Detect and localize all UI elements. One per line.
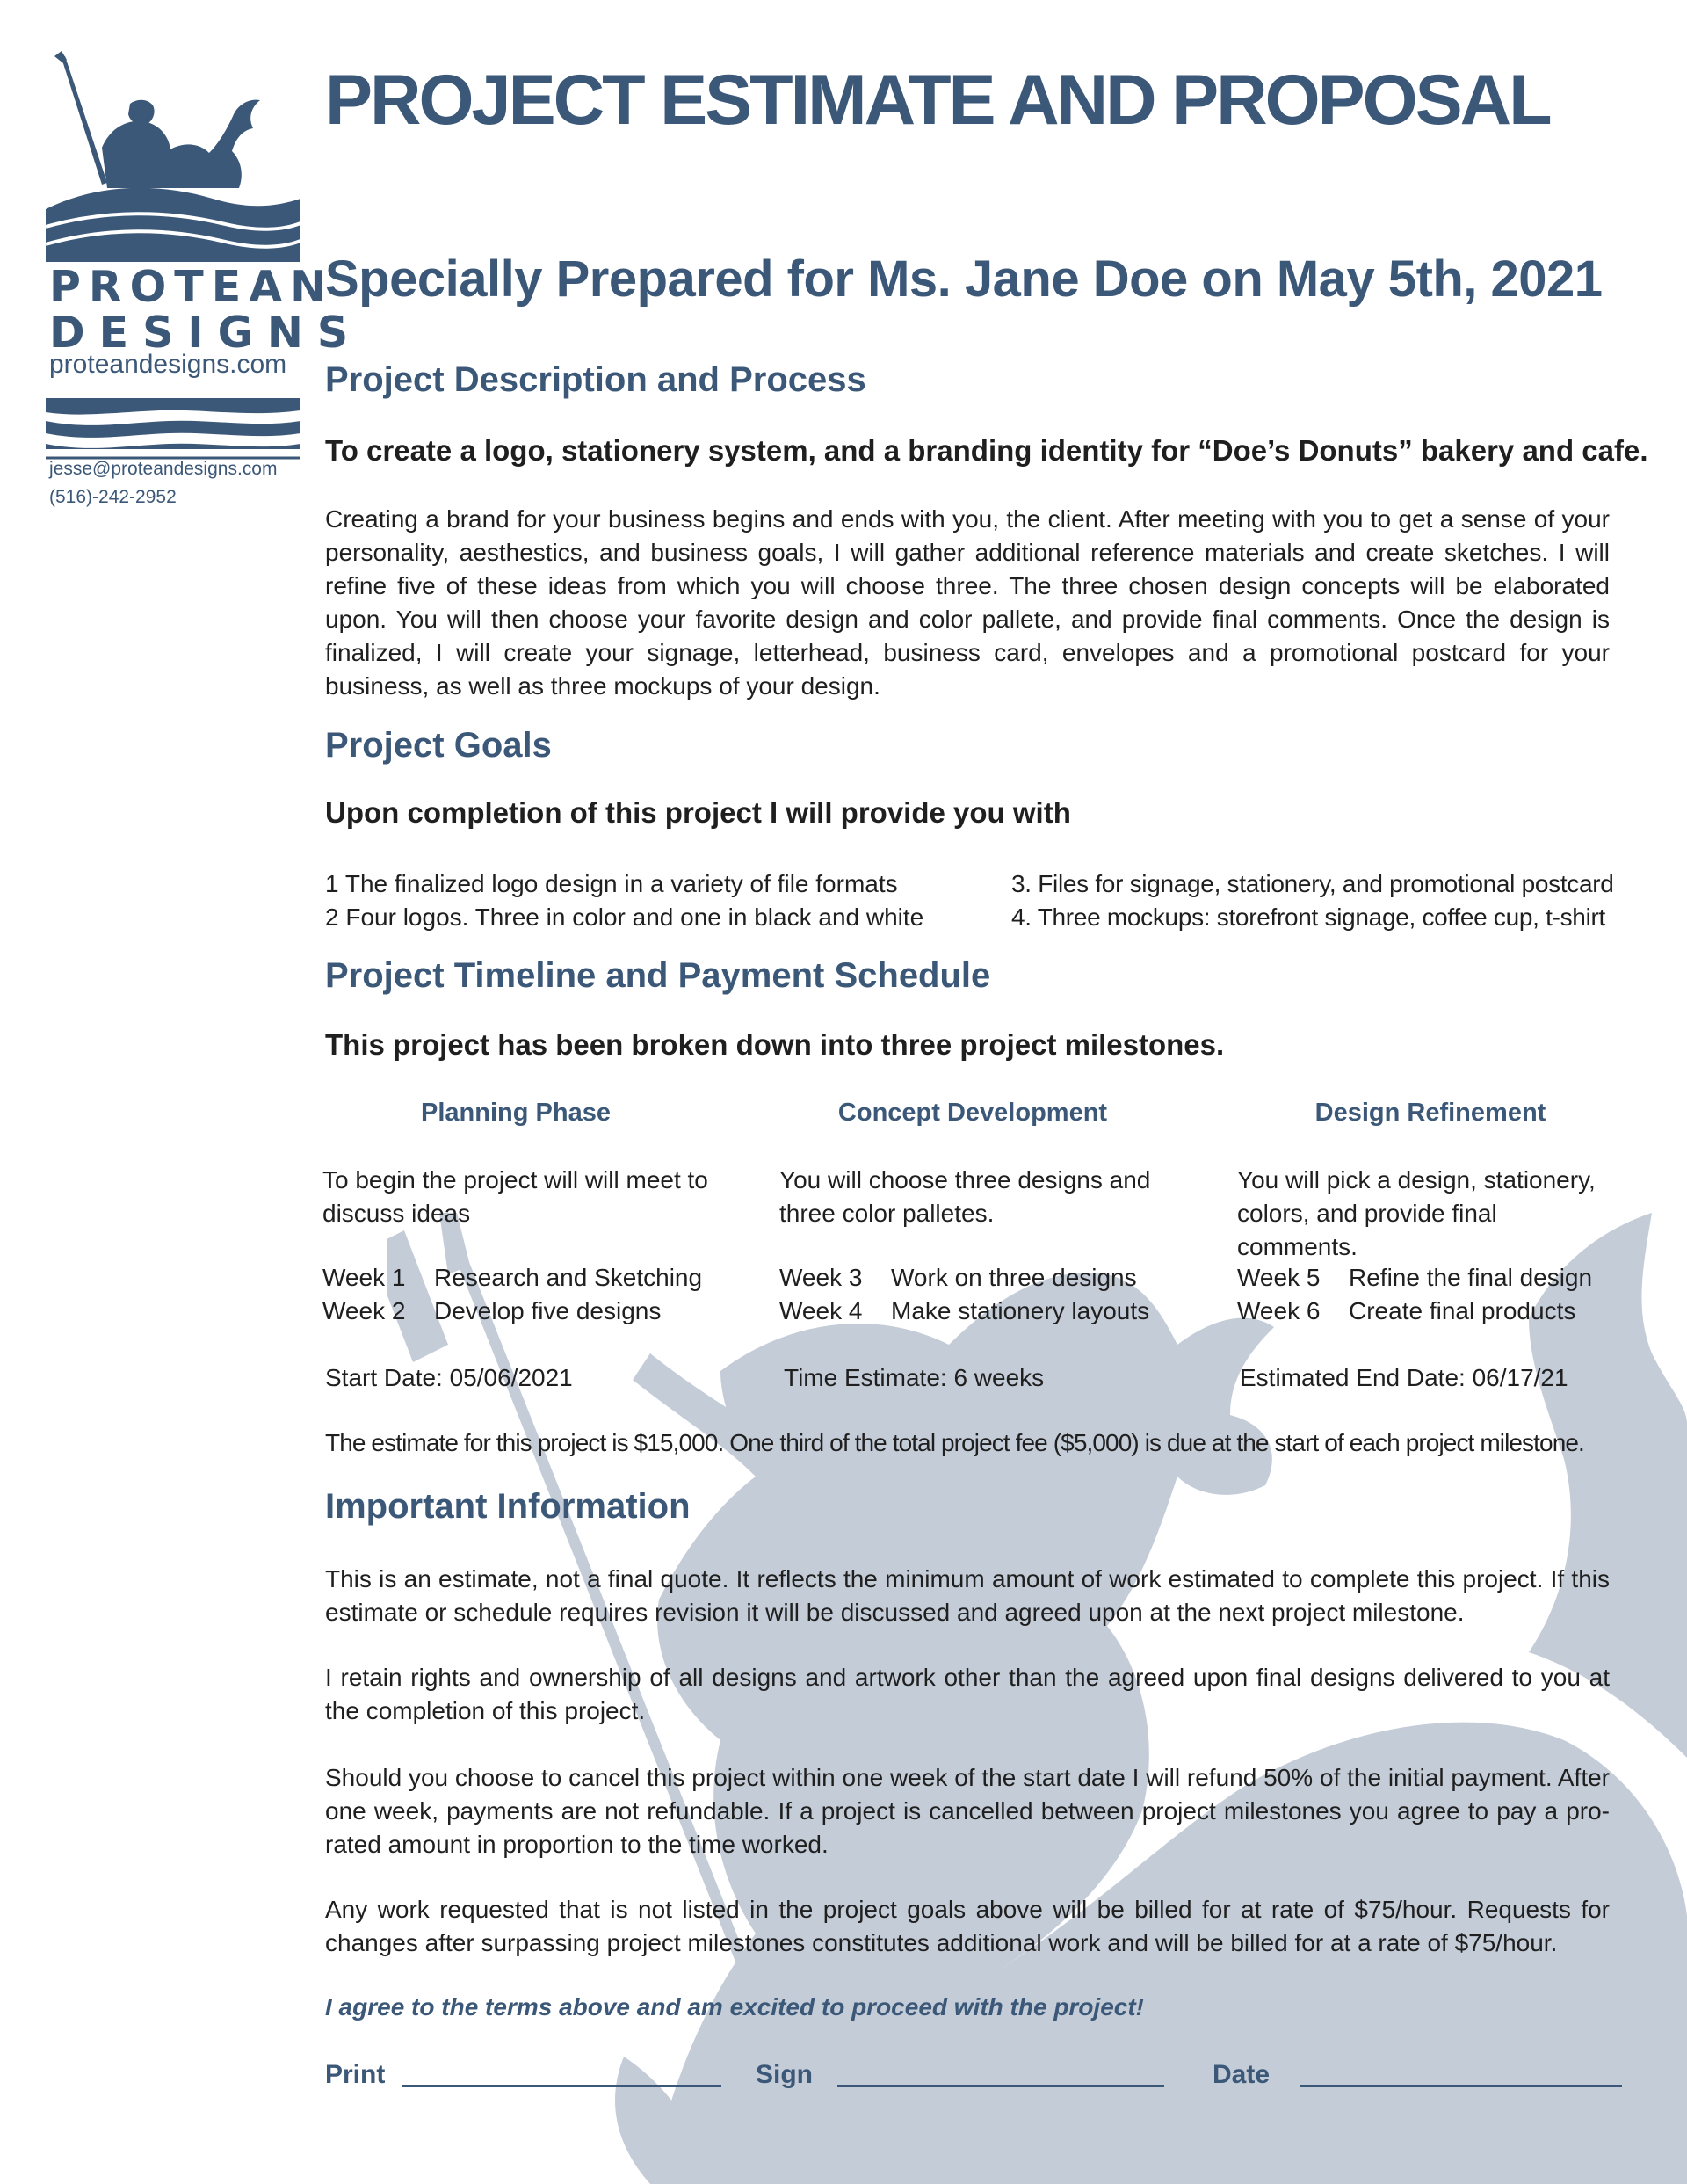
important-paragraph: I retain rights and ownership of all designs and artwork other than the agreed upon final designs delivered to you at the completion of this project. <box>325 1664 1610 1724</box>
week-label: Week 4 <box>779 1297 863 1324</box>
document-subtitle: Specially Prepared for Ms. Jane Doe on May 5th, 2021 <box>325 250 1603 308</box>
week-label: Week 2 <box>322 1297 406 1324</box>
week-row <box>322 1264 702 1292</box>
goal-item: 2 Four logos. Three in color and one in black and white <box>325 903 924 931</box>
contact-email[interactable]: jesse@proteandesigns.com <box>49 459 278 479</box>
start-date: Start Date: 05/06/2021 <box>325 1364 573 1391</box>
date-field[interactable] <box>1300 2085 1622 2087</box>
document-title: PROJECT ESTIMATE AND PROPOSAL <box>325 61 1550 140</box>
section-heading-timeline: Project Timeline and Payment Schedule <box>325 956 991 995</box>
signature-field[interactable] <box>837 2085 1164 2087</box>
section-heading-important: Important Information <box>325 1487 691 1526</box>
milestone-concept <box>779 1099 1166 1391</box>
milestone-title: Planning Phase <box>421 1099 611 1127</box>
week-label: Week 5 <box>1237 1264 1321 1291</box>
milestone-description: To begin the project will will meet to discuss ideas <box>322 1166 708 1227</box>
week-label: Week 3 <box>779 1264 863 1291</box>
milestone-description: You will choose three designs and three color palletes. <box>779 1166 1151 1227</box>
week-task: Work on three designs <box>891 1264 1137 1291</box>
description-body: Creating a brand for your business begins and ends with you, the client. After meeting with you to get a sense of your personality, aesthestics, and business goals, I will gather additional reference materials and create sketches. I will refine five of these ideas from which you will choose three. The three chosen design concepts will be elaborated upon. You will then choose your favorite design and color pallete, and provide final comments. Once the design is finalized, I will create your signage, letterhead, business card, envelopes and a promotional postcard for your business, as well as three mockups of your design. <box>325 505 1610 700</box>
fee-note: The estimate for this project is $15,000. One third of the total project fee ($5,000) is due at the start of each project milestone. <box>325 1429 1584 1456</box>
week-task: Research and Sketching <box>434 1264 703 1291</box>
contact-phone[interactable]: (516)-242-2952 <box>49 487 177 507</box>
week-task: Refine the final design <box>1349 1264 1593 1291</box>
milestone-title: Concept Development <box>837 1099 1108 1127</box>
brand-name-line1: PROTEAN <box>49 262 335 312</box>
week-row <box>1237 1297 1575 1325</box>
milestone-planning <box>322 1099 709 1391</box>
important-paragraph: This is an estimate, not a final quote. It reflects the minimum amount of work estimated to complete this project. If this estimate or schedule requires revision it will be discussed and agreed upon at the next project milestone. <box>325 1565 1610 1626</box>
week-task: Create final products <box>1349 1297 1576 1324</box>
milestone-description: You will pick a design, stationery, colors, and provide final comments. <box>1237 1166 1596 1260</box>
goal-item: 1 The finalized logo design in a variety of file formats <box>325 870 898 897</box>
week-row <box>322 1297 661 1325</box>
week-task: Develop five designs <box>434 1297 662 1324</box>
section-heading-description: Project Description and Process <box>325 360 866 399</box>
milestone-title: Design Refinement <box>1314 1099 1546 1127</box>
agreement-statement: I agree to the terms above and am excited to proceed with the project! <box>325 1993 1144 2021</box>
week-task: Make stationery layouts <box>891 1297 1150 1324</box>
date-label: Date <box>1213 2060 1271 2089</box>
time-estimate: Time Estimate: 6 weeks <box>784 1364 1045 1391</box>
description-lead: To create a logo, stationery system, and a branding identity for “Doe’s Donuts” bakery and cafe. <box>325 434 1648 467</box>
protean-logo-icon <box>46 51 300 262</box>
week-row <box>779 1297 1149 1325</box>
brand-name-line2: DESIGNS <box>49 308 363 358</box>
print-label: Print <box>325 2060 386 2089</box>
week-label: Week 1 <box>322 1264 406 1291</box>
print-name-field[interactable] <box>402 2085 721 2087</box>
week-row <box>1237 1264 1592 1292</box>
goal-item: 4. Three mockups: storefront signage, coffee cup, t-shirt <box>1011 903 1605 931</box>
important-paragraph: Any work requested that is not listed in the project goals above will be billed for at rate of $75/hour. Requests for changes after surpassing project milestones constitutes additional work and will be billed for at a rate of $75/hour. <box>325 1896 1610 1956</box>
week-label: Week 6 <box>1237 1297 1321 1324</box>
section-heading-goals: Project Goals <box>325 726 552 765</box>
goal-item: 3. Files for signage, stationery, and promotional postcard <box>1011 870 1614 897</box>
milestone-refinement <box>1237 1099 1624 1391</box>
brand-website[interactable]: proteandesigns.com <box>49 350 287 379</box>
sign-label: Sign <box>756 2060 813 2089</box>
timeline-lead: This project has been broken down into three project milestones. <box>325 1028 1225 1061</box>
important-paragraph: Should you choose to cancel this project within one week of the start date I will refund 50% of the initial payment. After one week, payments are not refundable. If a project is cancelled between project milestones you agree to pay a pro-rated amount in proportion to the time worked. <box>325 1764 1610 1858</box>
end-date: Estimated End Date: 06/17/21 <box>1240 1364 1568 1391</box>
goals-lead: Upon completion of this project I will provide you with <box>325 796 1071 829</box>
week-row <box>779 1264 1137 1292</box>
waves-icon <box>46 391 300 461</box>
